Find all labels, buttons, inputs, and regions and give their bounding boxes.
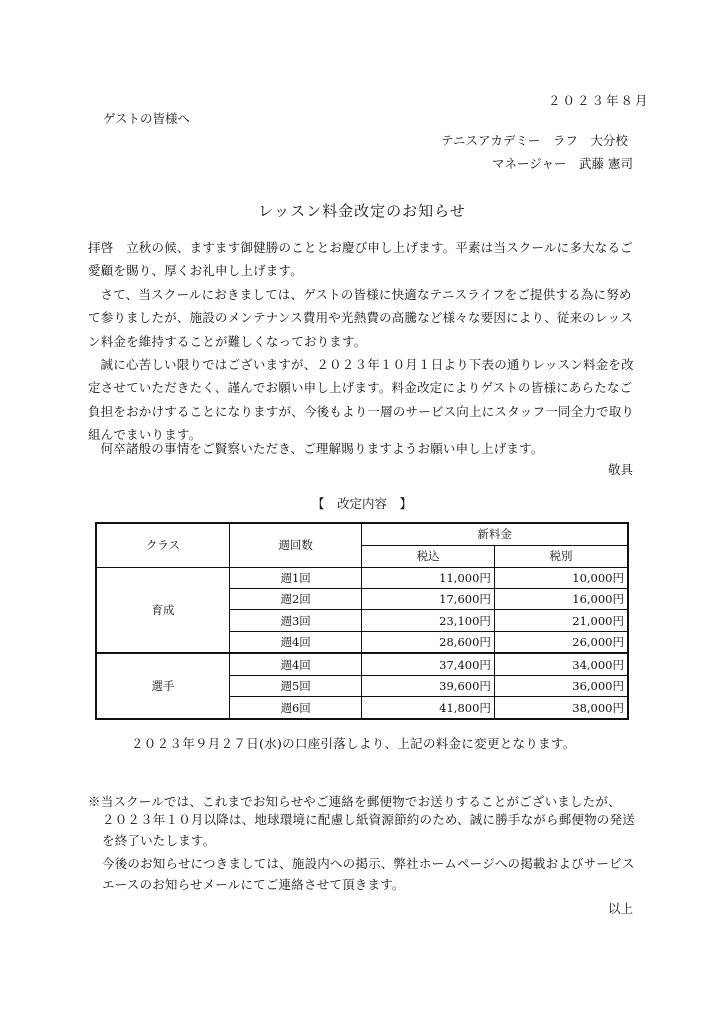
document-title: レッスン料金改定のお知らせ	[258, 202, 466, 220]
revision-paragraph: 誠に心苦しい限りではございますが、２０２３年１０月１日より下表の通りレッスン料金を改定させていただきたく、謹んでお願い申し上げます。料金改定によりゲストの皆様にあらたなご負担をおかけすることになりますが、今後もより一層のサービス向上にスタッフ一同全力で取り組んでまいります。	[88, 357, 635, 443]
fee-tax-included-cell: 11,000円	[362, 567, 495, 588]
header-tax-excluded: 税別	[494, 545, 628, 567]
greeting-paragraph: 拝啓 立秋の候、ますます御健勝のこととお慶び申し上げます。平素は当スクールに多大なるご愛顧を賜り、厚くお礼申し上げます。	[88, 240, 633, 279]
fee-tax-excluded-cell: 26,000円	[494, 631, 628, 653]
fee-tax-excluded-cell: 10,000円	[494, 567, 628, 588]
fee-tax-included-cell: 37,400円	[362, 653, 495, 675]
class-cell-ikusei: 育成	[96, 567, 229, 653]
table-header-row	[96, 523, 628, 545]
fee-table	[95, 522, 629, 720]
fee-tax-included-cell: 39,600円	[362, 675, 495, 696]
note-line: を終了いたします。	[102, 833, 216, 848]
background-paragraph: さて、当スクールにおきましては、ゲストの皆様に快適なテニスライフをご提供する為に努めて参りましたが、施設のメンテナンス費用や光熱費の高騰など様々な要因により、従来のレッスン料金を維持することが難しくなっております。	[88, 287, 633, 349]
header-new-fee: 新料金	[362, 523, 628, 545]
header-sessions: 週回数	[229, 523, 361, 567]
closing-word: 敬具	[608, 462, 634, 477]
sender-organization: テニスアカデミー ラフ 大分校	[441, 133, 628, 148]
fee-tax-excluded-cell: 16,000円	[494, 588, 628, 609]
class-cell-senshu: 選手	[96, 653, 229, 719]
fee-tax-included-cell: 17,600円	[362, 588, 495, 609]
note-line: エースのお知らせメールにてご連絡させて頂きます。	[102, 877, 405, 892]
sessions-cell: 週6回	[229, 697, 361, 719]
sessions-cell: 週3回	[229, 610, 361, 631]
fee-tax-included-cell: 23,100円	[362, 610, 495, 631]
request-paragraph: 何卒諸般の事情をご賢察いただき、ご理解賜りますようお願い申し上げます。	[100, 441, 544, 456]
sender-person: マネージャー 武藤 憲司	[492, 156, 633, 171]
fee-tax-included-cell: 28,600円	[362, 631, 495, 653]
debit-change-notice: ２０２３年９月２７日(水)の口座引落しより、上記の料金に変更となります。	[131, 736, 576, 751]
note-line: ２０２３年１０月以降は、地球環境に配慮し紙資源節約のため、誠に勝手ながら郵便物の発送	[102, 812, 635, 827]
table-caption: 【 改定内容 】	[311, 496, 412, 511]
table-row	[96, 653, 628, 675]
header-class: クラス	[96, 523, 229, 567]
table-row	[96, 567, 628, 588]
fee-tax-excluded-cell: 38,000円	[494, 697, 628, 719]
addressee: ゲストの皆様へ	[103, 111, 191, 126]
fee-tax-included-cell: 41,800円	[362, 697, 495, 719]
end-mark: 以上	[608, 901, 634, 916]
header-tax-included: 税込	[362, 545, 495, 567]
sessions-cell: 週4回	[229, 653, 361, 675]
sessions-cell: 週2回	[229, 588, 361, 609]
note-line: 今後のお知らせにつきましては、施設内への掲示、弊社ホームページへの掲載およびサービス	[102, 856, 635, 871]
sessions-cell: 週1回	[229, 567, 361, 588]
sessions-cell: 週5回	[229, 675, 361, 696]
fee-tax-excluded-cell: 34,000円	[494, 653, 628, 675]
sessions-cell: 週4回	[229, 631, 361, 653]
note-line: ※当スクールでは、これまでお知らせやご連絡を郵便物でお送りすることがございましたが、	[88, 794, 621, 809]
fee-tax-excluded-cell: 36,000円	[494, 675, 628, 696]
fee-tax-excluded-cell: 21,000円	[494, 610, 628, 631]
document-date: ２０２３年８月	[548, 93, 650, 108]
